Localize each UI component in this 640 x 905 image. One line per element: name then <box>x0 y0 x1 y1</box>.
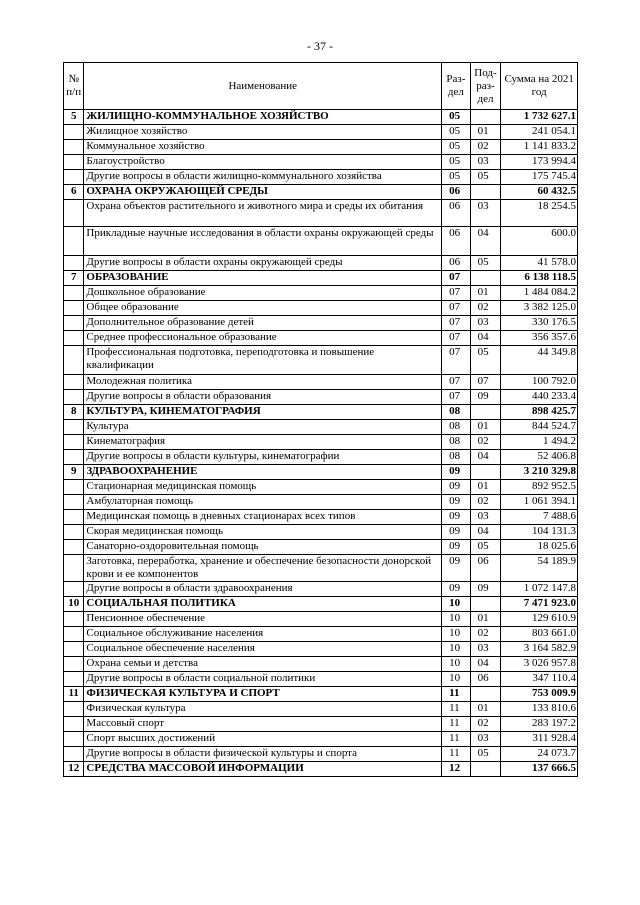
row-num <box>64 540 84 555</box>
row-num <box>64 331 84 346</box>
row-num <box>64 450 84 465</box>
row-subsection: 06 <box>470 672 501 687</box>
row-subsection: 02 <box>470 495 501 510</box>
table-row <box>64 510 578 525</box>
row-subsection: 03 <box>470 316 501 331</box>
row-name: Медицинская помощь в дневных стационарах всех типов <box>84 510 442 525</box>
row-amount: 356 357.6 <box>501 331 578 346</box>
row-num <box>64 495 84 510</box>
row-name: Другие вопросы в области здравоохранения <box>84 582 442 597</box>
row-num <box>64 420 84 435</box>
row-subsection: 03 <box>470 642 501 657</box>
row-amount: 60 432.5 <box>501 185 578 200</box>
row-section: 07 <box>442 301 471 316</box>
row-num <box>64 346 84 375</box>
row-num <box>64 125 84 140</box>
row-subsection: 02 <box>470 140 501 155</box>
row-subsection: 01 <box>470 702 501 717</box>
table-row <box>64 540 578 555</box>
row-num <box>64 140 84 155</box>
row-section: 11 <box>442 732 471 747</box>
row-amount: 7 488.6 <box>501 510 578 525</box>
row-section: 06 <box>442 227 471 256</box>
row-section: 06 <box>442 200 471 227</box>
row-name: ЗДРАВООХРАНЕНИЕ <box>84 465 442 480</box>
row-amount: 6 138 118.5 <box>501 271 578 286</box>
row-name: ЖИЛИЩНО-КОММУНАЛЬНОЕ ХОЗЯЙСТВО <box>84 110 442 125</box>
row-section: 05 <box>442 110 471 125</box>
row-amount: 311 928.4 <box>501 732 578 747</box>
row-section: 07 <box>442 346 471 375</box>
row-amount: 104 131.3 <box>501 525 578 540</box>
row-subsection <box>470 110 501 125</box>
row-num: 9 <box>64 465 84 480</box>
row-section: 07 <box>442 331 471 346</box>
row-amount: 803 661.0 <box>501 627 578 642</box>
row-subsection: 02 <box>470 301 501 316</box>
row-name: Пенсионное обеспечение <box>84 612 442 627</box>
row-num <box>64 555 84 582</box>
row-subsection: 03 <box>470 732 501 747</box>
table-row <box>64 717 578 732</box>
row-amount: 1 484 084.2 <box>501 286 578 301</box>
row-num: 11 <box>64 687 84 702</box>
row-name: Скорая медицинская помощь <box>84 525 442 540</box>
row-amount: 330 176.5 <box>501 316 578 331</box>
row-subsection: 05 <box>470 346 501 375</box>
row-name: СОЦИАЛЬНАЯ ПОЛИТИКА <box>84 597 442 612</box>
table-row <box>64 346 578 375</box>
section-total-row <box>64 597 578 612</box>
row-subsection <box>470 185 501 200</box>
row-section: 10 <box>442 627 471 642</box>
row-amount: 133 810.6 <box>501 702 578 717</box>
row-section: 09 <box>442 540 471 555</box>
row-subsection: 04 <box>470 331 501 346</box>
row-name: Массовый спорт <box>84 717 442 732</box>
row-section: 11 <box>442 717 471 732</box>
row-subsection: 01 <box>470 480 501 495</box>
row-num <box>64 525 84 540</box>
row-num <box>64 200 84 227</box>
table-row <box>64 125 578 140</box>
row-num: 5 <box>64 110 84 125</box>
row-num <box>64 717 84 732</box>
row-subsection: 05 <box>470 747 501 762</box>
row-section: 05 <box>442 140 471 155</box>
row-amount: 173 994.4 <box>501 155 578 170</box>
row-name: Другие вопросы в области жилищно-коммунального хозяйства <box>84 170 442 185</box>
row-num <box>64 155 84 170</box>
row-num <box>64 702 84 717</box>
table-row <box>64 747 578 762</box>
row-num <box>64 480 84 495</box>
row-subsection: 02 <box>470 717 501 732</box>
table-row <box>64 627 578 642</box>
row-amount: 1 072 147.8 <box>501 582 578 597</box>
table-row <box>64 170 578 185</box>
row-amount: 1 494.2 <box>501 435 578 450</box>
table-row <box>64 480 578 495</box>
row-amount: 129 610.9 <box>501 612 578 627</box>
row-name: Охрана объектов растительного и животного мира и среды их обитания <box>84 200 442 227</box>
row-section: 10 <box>442 642 471 657</box>
table-row <box>64 612 578 627</box>
row-name: КУЛЬТУРА, КИНЕМАТОГРАФИЯ <box>84 405 442 420</box>
table-row <box>64 435 578 450</box>
table-row <box>64 155 578 170</box>
row-name: Физическая культура <box>84 702 442 717</box>
row-num <box>64 286 84 301</box>
row-amount: 440 233.4 <box>501 390 578 405</box>
table-row <box>64 200 578 227</box>
row-num <box>64 642 84 657</box>
row-name: Профессиональная подготовка, переподготовка и повышение квалификации <box>84 346 442 375</box>
table-row <box>64 642 578 657</box>
row-name: Другие вопросы в области образования <box>84 390 442 405</box>
row-amount: 241 054.1 <box>501 125 578 140</box>
section-total-row <box>64 185 578 200</box>
row-name: Коммунальное хозяйство <box>84 140 442 155</box>
row-amount: 1 141 833.2 <box>501 140 578 155</box>
table-row <box>64 582 578 597</box>
row-name: Спорт высших достижений <box>84 732 442 747</box>
header-subsection: Под-раз-дел <box>470 63 501 110</box>
row-subsection: 01 <box>470 612 501 627</box>
row-amount: 347 110.4 <box>501 672 578 687</box>
header-section: Раз-дел <box>442 63 471 110</box>
row-subsection <box>470 271 501 286</box>
row-amount: 3 164 582.9 <box>501 642 578 657</box>
row-amount: 1 061 394.1 <box>501 495 578 510</box>
row-num <box>64 301 84 316</box>
row-subsection: 04 <box>470 450 501 465</box>
row-amount: 137 666.5 <box>501 762 578 777</box>
row-num <box>64 256 84 271</box>
row-section: 09 <box>442 480 471 495</box>
table-row <box>64 375 578 390</box>
row-section: 10 <box>442 597 471 612</box>
header-name: Наименование <box>84 63 442 110</box>
section-total-row <box>64 687 578 702</box>
row-section: 07 <box>442 375 471 390</box>
row-section: 10 <box>442 657 471 672</box>
row-section: 10 <box>442 612 471 627</box>
table-row <box>64 316 578 331</box>
row-num: 7 <box>64 271 84 286</box>
row-subsection: 04 <box>470 227 501 256</box>
section-total-row <box>64 405 578 420</box>
row-num <box>64 747 84 762</box>
row-amount: 24 073.7 <box>501 747 578 762</box>
row-section: 09 <box>442 510 471 525</box>
row-subsection: 09 <box>470 390 501 405</box>
row-name: Среднее профессиональное образование <box>84 331 442 346</box>
row-num <box>64 582 84 597</box>
row-name: Жилищное хозяйство <box>84 125 442 140</box>
row-section: 07 <box>442 286 471 301</box>
row-name: Благоустройство <box>84 155 442 170</box>
row-section: 08 <box>442 450 471 465</box>
row-name: Другие вопросы в области социальной политики <box>84 672 442 687</box>
row-section: 09 <box>442 555 471 582</box>
row-section: 06 <box>442 256 471 271</box>
row-section: 09 <box>442 465 471 480</box>
row-name: Охрана семьи и детства <box>84 657 442 672</box>
row-subsection: 05 <box>470 540 501 555</box>
row-amount: 41 578.0 <box>501 256 578 271</box>
table-row <box>64 732 578 747</box>
row-num <box>64 170 84 185</box>
row-num <box>64 657 84 672</box>
row-section: 09 <box>442 582 471 597</box>
row-amount: 100 792.0 <box>501 375 578 390</box>
row-section: 06 <box>442 185 471 200</box>
row-subsection: 02 <box>470 627 501 642</box>
row-num: 10 <box>64 597 84 612</box>
row-subsection: 01 <box>470 125 501 140</box>
table-row <box>64 525 578 540</box>
row-subsection: 05 <box>470 256 501 271</box>
row-section: 07 <box>442 271 471 286</box>
row-amount: 54 189.9 <box>501 555 578 582</box>
row-section: 10 <box>442 672 471 687</box>
table-row <box>64 256 578 271</box>
row-name: Амбулаторная помощь <box>84 495 442 510</box>
table-row <box>64 672 578 687</box>
row-name: Прикладные научные исследования в области охраны окружающей среды <box>84 227 442 256</box>
row-num <box>64 316 84 331</box>
header-amount: Сумма на 2021 год <box>501 63 578 110</box>
table-row <box>64 140 578 155</box>
row-section: 05 <box>442 125 471 140</box>
row-amount: 7 471 923.0 <box>501 597 578 612</box>
row-num <box>64 390 84 405</box>
row-amount: 3 382 125.0 <box>501 301 578 316</box>
row-num <box>64 672 84 687</box>
section-total-row <box>64 465 578 480</box>
row-name: Другие вопросы в области охраны окружающей среды <box>84 256 442 271</box>
row-name: Общее образование <box>84 301 442 316</box>
row-subsection: 03 <box>470 510 501 525</box>
table-row <box>64 331 578 346</box>
row-num <box>64 375 84 390</box>
row-subsection: 04 <box>470 525 501 540</box>
table-row <box>64 286 578 301</box>
row-subsection: 01 <box>470 420 501 435</box>
row-amount: 18 254.5 <box>501 200 578 227</box>
table-header-row <box>64 63 578 110</box>
row-name: Социальное обслуживание населения <box>84 627 442 642</box>
section-total-row <box>64 271 578 286</box>
row-num <box>64 732 84 747</box>
row-name: СРЕДСТВА МАССОВОЙ ИНФОРМАЦИИ <box>84 762 442 777</box>
table-row <box>64 657 578 672</box>
row-amount: 892 952.5 <box>501 480 578 495</box>
row-section: 08 <box>442 420 471 435</box>
row-section: 11 <box>442 687 471 702</box>
row-subsection: 01 <box>470 286 501 301</box>
row-num <box>64 627 84 642</box>
row-section: 08 <box>442 405 471 420</box>
row-num: 12 <box>64 762 84 777</box>
row-section: 09 <box>442 525 471 540</box>
row-section: 07 <box>442 390 471 405</box>
row-name: ОБРАЗОВАНИЕ <box>84 271 442 286</box>
row-name: Другие вопросы в области культуры, кинематографии <box>84 450 442 465</box>
row-section: 11 <box>442 747 471 762</box>
row-amount: 3 210 329.8 <box>501 465 578 480</box>
row-amount: 844 524.7 <box>501 420 578 435</box>
row-name: Санаторно-оздоровительная помощь <box>84 540 442 555</box>
table-row <box>64 450 578 465</box>
row-name: Заготовка, переработка, хранение и обеспечение безопасности донорской крови и ее компонентов <box>84 555 442 582</box>
row-subsection: 03 <box>470 200 501 227</box>
row-name: Другие вопросы в области физической культуры и спорта <box>84 747 442 762</box>
row-amount: 283 197.2 <box>501 717 578 732</box>
table-row <box>64 390 578 405</box>
row-section: 12 <box>442 762 471 777</box>
row-num <box>64 435 84 450</box>
row-section: 05 <box>442 170 471 185</box>
row-subsection: 09 <box>470 582 501 597</box>
row-subsection: 03 <box>470 155 501 170</box>
row-section: 07 <box>442 316 471 331</box>
row-amount: 1 732 627.1 <box>501 110 578 125</box>
table-row <box>64 227 578 256</box>
table-row <box>64 555 578 582</box>
row-subsection: 04 <box>470 657 501 672</box>
row-subsection: 06 <box>470 555 501 582</box>
row-name: Дошкольное образование <box>84 286 442 301</box>
row-subsection <box>470 597 501 612</box>
row-num: 8 <box>64 405 84 420</box>
table-row <box>64 702 578 717</box>
row-amount: 52 406.8 <box>501 450 578 465</box>
row-name: Культура <box>84 420 442 435</box>
row-amount: 898 425.7 <box>501 405 578 420</box>
row-amount: 600.0 <box>501 227 578 256</box>
row-subsection <box>470 405 501 420</box>
row-name: ОХРАНА ОКРУЖАЮЩЕЙ СРЕДЫ <box>84 185 442 200</box>
row-subsection: 05 <box>470 170 501 185</box>
row-subsection: 02 <box>470 435 501 450</box>
row-num <box>64 612 84 627</box>
section-total-row <box>64 762 578 777</box>
row-name: Кинематография <box>84 435 442 450</box>
header-num: № п/п <box>64 63 84 110</box>
row-section: 09 <box>442 495 471 510</box>
row-amount: 3 026 957.8 <box>501 657 578 672</box>
row-num <box>64 227 84 256</box>
page-number: - 37 - <box>307 39 333 53</box>
table-row <box>64 495 578 510</box>
row-subsection <box>470 762 501 777</box>
row-subsection <box>470 465 501 480</box>
row-subsection: 07 <box>470 375 501 390</box>
row-section: 05 <box>442 155 471 170</box>
row-name: Дополнительное образование детей <box>84 316 442 331</box>
row-num <box>64 510 84 525</box>
row-amount: 44 349.8 <box>501 346 578 375</box>
row-name: ФИЗИЧЕСКАЯ КУЛЬТУРА И СПОРТ <box>84 687 442 702</box>
row-subsection <box>470 687 501 702</box>
section-total-row <box>64 110 578 125</box>
row-amount: 18 025.6 <box>501 540 578 555</box>
row-name: Молодежная политика <box>84 375 442 390</box>
row-section: 08 <box>442 435 471 450</box>
table-body <box>64 110 578 777</box>
row-section: 11 <box>442 702 471 717</box>
budget-table <box>63 62 578 777</box>
row-amount: 753 009.9 <box>501 687 578 702</box>
row-name: Социальное обеспечение населения <box>84 642 442 657</box>
row-amount: 175 745.4 <box>501 170 578 185</box>
table-row <box>64 301 578 316</box>
table-row <box>64 420 578 435</box>
row-name: Стационарная медицинская помощь <box>84 480 442 495</box>
row-num: 6 <box>64 185 84 200</box>
